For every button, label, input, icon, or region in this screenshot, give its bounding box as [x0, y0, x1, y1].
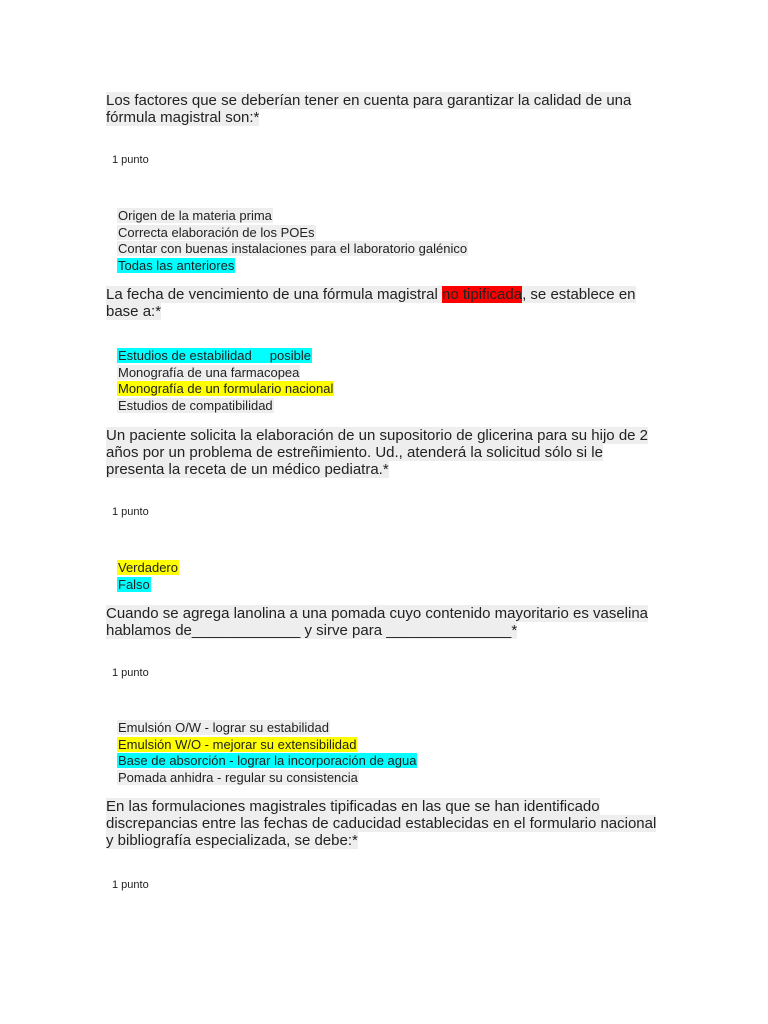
question-4-option-4[interactable]: Pomada anhidra - regular su consistencia	[118, 769, 358, 785]
question-2-option-1[interactable]: Estudios de estabilidad posible	[118, 348, 311, 363]
question-2-text	[106, 286, 666, 320]
question-2-option-2[interactable]: Monografía de una farmacopea	[118, 364, 300, 380]
question-3-option-2[interactable]: Falso	[118, 576, 150, 592]
question-2-options	[117, 348, 334, 414]
question-5-line-1: En las formulaciones magistrales tipificadas en las que se han identificado	[106, 798, 600, 815]
question-2-option-4[interactable]: Estudios de compatibilidad	[118, 397, 273, 413]
question-4-option-2[interactable]: Emulsión W/O - mejorar su extensibilidad	[118, 736, 357, 752]
question-3-line-1: Un paciente solicita la elaboración de un supositorio de glicerina para su hijo de 2	[106, 427, 649, 444]
question-5-points: 1 punto	[112, 879, 149, 891]
question-4-options	[117, 720, 417, 786]
question-1-option-3[interactable]: Contar con buenas instalaciones para el laboratorio galénico	[118, 241, 468, 256]
question-3-points: 1 punto	[112, 506, 149, 518]
question-2-option-3[interactable]: Monografía de un formulario nacional	[118, 381, 334, 396]
question-2-line-1-start: La fecha de vencimiento de una fórmula magistral	[106, 286, 443, 303]
question-3-line-2: años por un problema de estreñimiento. Ud., atenderá la solicitud sólo si le	[106, 444, 603, 461]
question-4-line-2: hablamos de_____________ y sirve para _______________*	[106, 622, 518, 639]
question-5-text	[106, 798, 686, 849]
question-5-line-3: y bibliografía especializada, se debe:*	[106, 832, 358, 849]
question-4-points: 1 punto	[112, 667, 149, 679]
question-2-line-1-end: , se establece en	[522, 286, 636, 303]
question-3-text	[106, 427, 676, 478]
question-2-marked-text: no tipificada	[442, 286, 523, 303]
question-4-option-1[interactable]: Emulsión O/W - lograr su estabilidad	[118, 720, 329, 735]
question-5-line-2: discrepancias entre las fechas de caducidad establecidas en el formulario nacional	[106, 815, 657, 832]
question-3-option-1[interactable]: Verdadero	[118, 560, 178, 575]
question-3-line-3: presenta la receta de un médico pediatra.*	[106, 461, 389, 478]
question-1-options	[117, 208, 468, 274]
question-3-options	[117, 560, 179, 593]
question-1-line-1: Los factores que se deberían tener en cuenta para garantizar la calidad de una	[106, 92, 632, 109]
question-1-option-4[interactable]: Todas las anteriores	[118, 257, 235, 273]
question-1-points: 1 punto	[112, 154, 149, 166]
question-4-option-3[interactable]: Base de absorción - lograr la incorporación de agua	[118, 753, 417, 768]
question-1-line-2: fórmula magistral son:*	[106, 109, 260, 126]
question-1-option-2[interactable]: Correcta elaboración de los POEs	[118, 224, 315, 240]
question-4-line-1: Cuando se agrega lanolina a una pomada cuyo contenido mayoritario es vaselina	[106, 605, 649, 622]
question-1-text	[106, 92, 666, 126]
question-1-option-1[interactable]: Origen de la materia prima	[118, 208, 272, 223]
question-4-text	[106, 605, 676, 639]
question-2-line-2: base a:*	[106, 303, 162, 320]
